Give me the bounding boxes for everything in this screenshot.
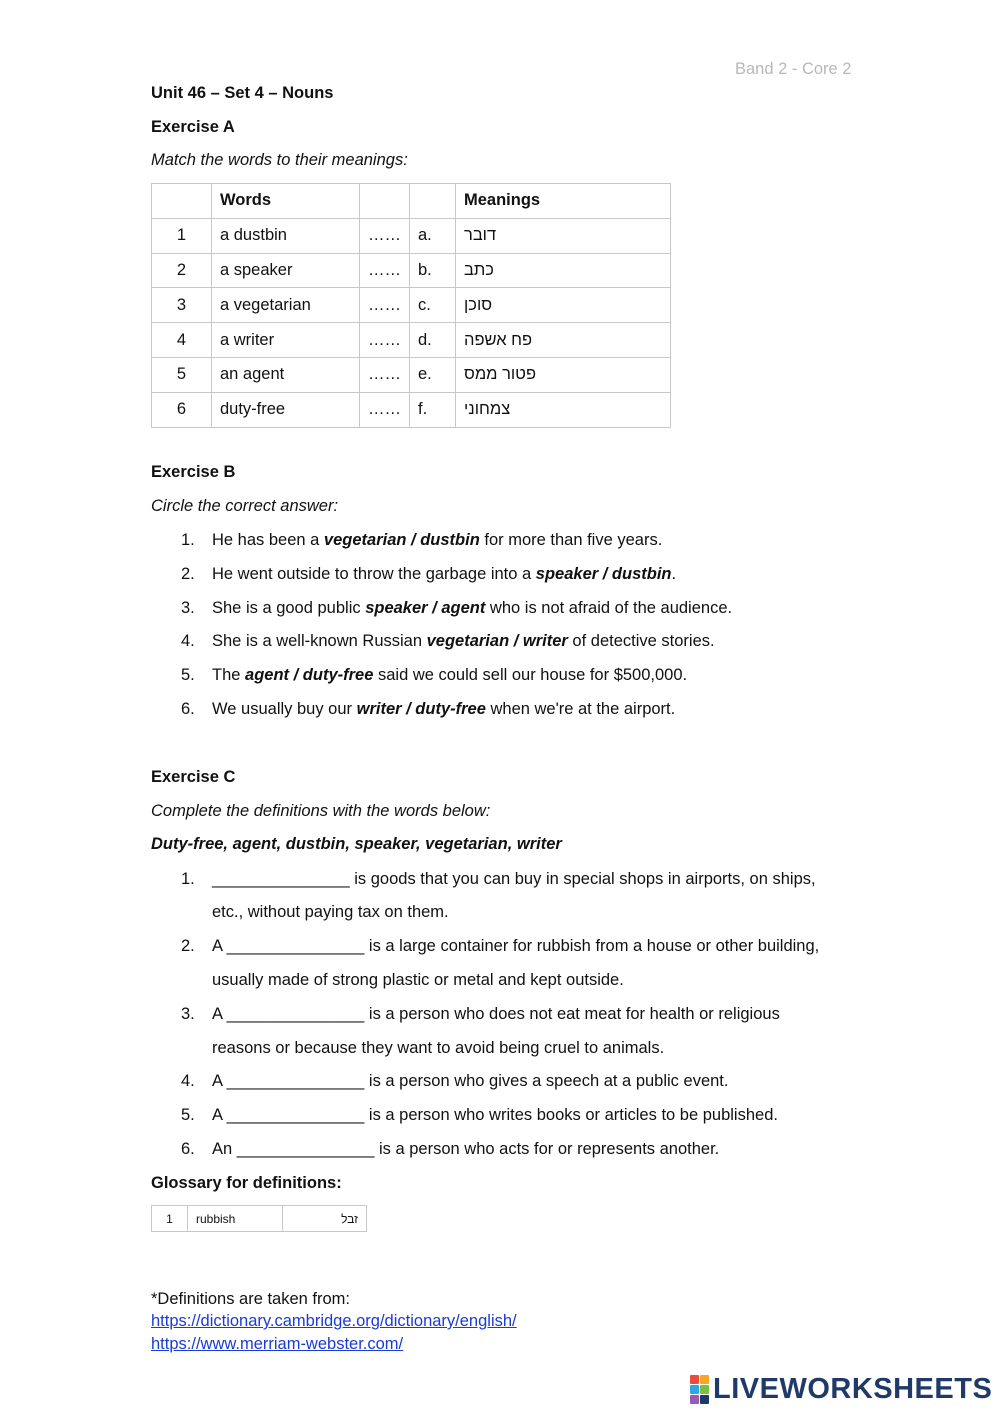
answer-blank[interactable]: …… — [360, 392, 410, 427]
answer-options[interactable]: speaker / agent — [365, 599, 486, 617]
col-words-header: Words — [212, 184, 360, 219]
row-number: 5 — [152, 357, 212, 392]
row-number: 6 — [152, 392, 212, 427]
logo-blocks-icon — [690, 1375, 709, 1404]
row-number: 3 — [152, 288, 212, 323]
cambridge-link[interactable]: https://dictionary.cambridge.org/dictionary/english/ — [151, 1312, 517, 1330]
row-meaning: סוכן — [464, 295, 493, 314]
definition-line: An _______________ is a person who acts for or represents another. — [212, 1140, 720, 1158]
glossary-heading: Glossary for definitions: — [151, 1174, 342, 1192]
logo-text: LIVEWORKSHEETS — [713, 1373, 993, 1405]
answer-blank[interactable]: …… — [360, 218, 410, 253]
row-word: a dustbin — [212, 218, 360, 253]
answer-options[interactable]: writer / duty-free — [356, 700, 486, 718]
table-row — [152, 323, 671, 358]
word-bank: Duty-free, agent, dustbin, speaker, vegetarian, writer — [151, 835, 562, 853]
glossary-word: rubbish — [188, 1206, 283, 1232]
answer-blank[interactable]: …… — [360, 357, 410, 392]
definition-line: A _______________ is a person who gives a speech at a public event. — [212, 1072, 729, 1090]
row-word: a vegetarian — [212, 288, 360, 323]
definition-line: _______________ is goods that you can buy in special shops in airports, on ships, — [212, 870, 816, 888]
glossary-meaning: זבל — [283, 1206, 367, 1232]
row-meaning: כתב — [464, 260, 494, 279]
definition-line: A _______________ is a person who writes books or articles to be published. — [212, 1106, 778, 1124]
table-row — [152, 392, 671, 427]
glossary-table — [151, 1205, 367, 1232]
row-meaning: צמחוני — [464, 400, 511, 419]
exercise-b-instruction: Circle the correct answer: — [151, 497, 339, 515]
exercise-c-instruction: Complete the definitions with the words below: — [151, 802, 491, 820]
glossary-number: 1 — [152, 1206, 188, 1232]
table-row — [152, 218, 671, 253]
row-meaning: פטור ממס — [464, 365, 537, 384]
exercise-c-heading: Exercise C — [151, 768, 236, 786]
answer-blank[interactable]: …… — [360, 288, 410, 323]
row-meaning: דובר — [464, 226, 497, 245]
row-letter: c. — [410, 288, 456, 323]
row-word: duty-free — [212, 392, 360, 427]
row-word: a writer — [212, 323, 360, 358]
exercise-a-instruction: Match the words to their meanings: — [151, 151, 408, 169]
matching-table — [151, 183, 671, 428]
answer-options[interactable]: vegetarian / writer — [426, 632, 568, 650]
row-number: 2 — [152, 253, 212, 288]
page-title: Unit 46 – Set 4 – Nouns — [151, 84, 334, 102]
row-word: a speaker — [212, 253, 360, 288]
table-row — [152, 1206, 367, 1232]
liveworksheets-logo — [690, 1373, 992, 1406]
table-row — [152, 357, 671, 392]
band-label: Band 2 - Core 2 — [735, 60, 852, 78]
row-number: 4 — [152, 323, 212, 358]
exercise-a-heading: Exercise A — [151, 118, 235, 136]
row-letter: d. — [410, 323, 456, 358]
definition-line: reasons or because they want to avoid being cruel to animals. — [212, 1039, 665, 1057]
row-letter: a. — [410, 218, 456, 253]
definition-line: etc., without paying tax on them. — [212, 903, 449, 921]
definition-line: usually made of strong plastic or metal and kept outside. — [212, 971, 624, 989]
answer-blank[interactable]: …… — [360, 253, 410, 288]
row-letter: e. — [410, 357, 456, 392]
row-meaning: פח אשפה — [464, 330, 533, 349]
definition-line: A _______________ is a large container for rubbish from a house or other building, — [212, 937, 820, 955]
definition-line: A _______________ is a person who does not eat meat for health or religious — [212, 1005, 780, 1023]
sources-note: *Definitions are taken from: — [151, 1290, 351, 1308]
answer-options[interactable]: speaker / dustbin — [535, 565, 672, 583]
row-letter: f. — [410, 392, 456, 427]
exercise-b-heading: Exercise B — [151, 463, 236, 481]
table-row — [152, 253, 671, 288]
table-header-row — [152, 184, 671, 219]
row-letter: b. — [410, 253, 456, 288]
answer-options[interactable]: agent / duty-free — [245, 666, 374, 684]
row-word: an agent — [212, 357, 360, 392]
col-meanings-header: Meanings — [456, 184, 671, 219]
row-number: 1 — [152, 218, 212, 253]
merriam-webster-link[interactable]: https://www.merriam-webster.com/ — [151, 1335, 404, 1353]
table-row — [152, 288, 671, 323]
answer-blank[interactable]: …… — [360, 323, 410, 358]
answer-options[interactable]: vegetarian / dustbin — [323, 531, 480, 549]
